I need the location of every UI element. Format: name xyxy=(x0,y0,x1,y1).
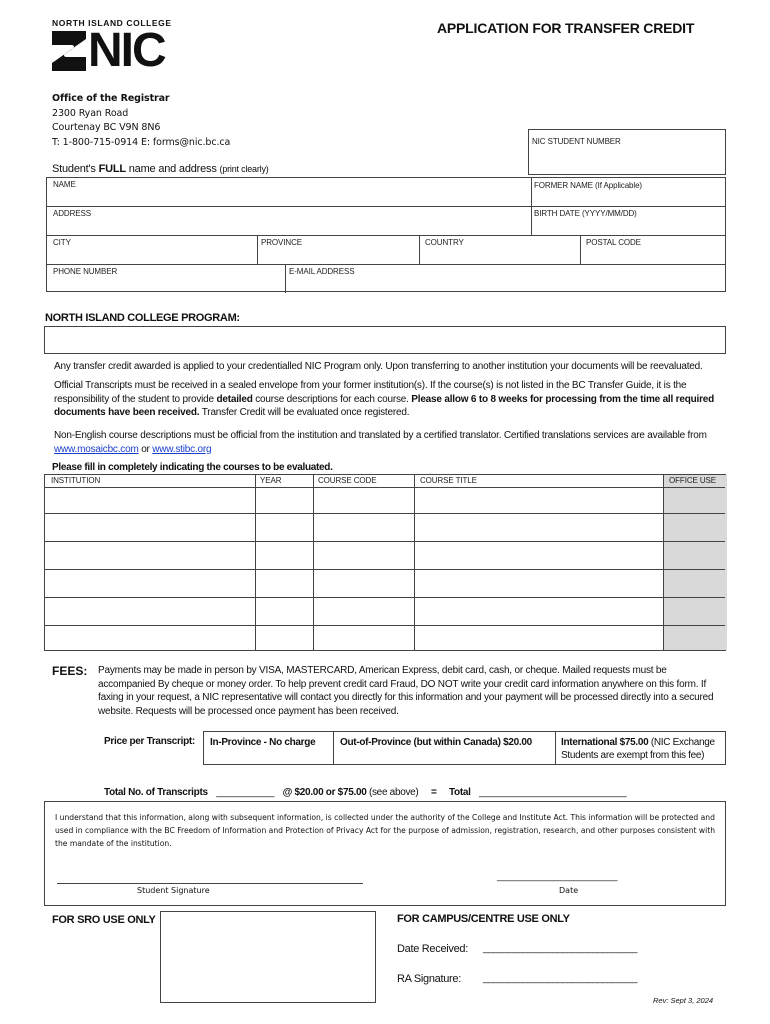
sro-use-label: FOR SRO USE ONLY xyxy=(52,914,156,926)
price-label: Price per Transcript: xyxy=(104,736,195,747)
totals-line: Total No. of Transcripts ___________ @ $20.00 or $75.00 (see above) = Total ____________________________ xyxy=(104,787,627,798)
table-row[interactable] xyxy=(45,513,663,541)
student-signature-label: Student Signature xyxy=(137,886,210,895)
address-field[interactable] xyxy=(47,206,531,235)
name-label: NAME xyxy=(53,180,76,189)
total-amount-field[interactable]: ____________________________ xyxy=(479,787,627,798)
phone-field[interactable] xyxy=(47,264,285,293)
price-in-province: In-Province - No charge xyxy=(210,737,316,748)
former-name-label: FORMER NAME (If Applicable) xyxy=(534,181,642,190)
ra-signature-label: RA Signature: xyxy=(397,973,461,985)
province-field[interactable] xyxy=(257,235,419,264)
former-name-field[interactable] xyxy=(531,178,727,206)
postal-code-label: POSTAL CODE xyxy=(586,238,641,247)
phone-label: PHONE NUMBER xyxy=(53,267,118,276)
col-course-code: COURSE CODE xyxy=(318,476,377,485)
consent-box xyxy=(44,801,726,906)
program-field[interactable] xyxy=(44,326,726,354)
student-number-field[interactable] xyxy=(528,129,726,175)
total-transcripts-field[interactable]: ___________ xyxy=(216,787,275,798)
form-title: APPLICATION FOR TRANSFER CREDIT xyxy=(437,20,695,36)
city-field[interactable] xyxy=(47,235,257,264)
student-number-label: NIC STUDENT NUMBER xyxy=(532,137,621,146)
col-course-title: COURSE TITLE xyxy=(420,476,477,485)
province-label: PROVINCE xyxy=(261,238,302,247)
sro-use-box[interactable] xyxy=(160,911,376,1003)
table-row[interactable] xyxy=(45,541,663,569)
revision-date: Rev: Sept 3, 2024 xyxy=(653,996,714,1005)
email-label: E-MAIL ADDRESS xyxy=(289,267,355,276)
col-year: YEAR xyxy=(260,476,282,485)
birth-date-field[interactable] xyxy=(531,206,727,235)
notice-translation: Non-English course descriptions must be official from the institution and translated by a certified translator. Certified translations services are available from www.mosaicbc.com or www.stibc.org xyxy=(54,430,707,455)
program-heading: NORTH ISLAND COLLEGE PROGRAM: xyxy=(45,312,240,324)
country-label: COUNTRY xyxy=(425,238,464,247)
price-out-province: Out-of-Province (but within Canada) $20.00 xyxy=(340,737,532,748)
registrar-contact: T: 1-800-715-0914 E: forms@nic.bc.ca xyxy=(52,136,231,148)
name-field[interactable] xyxy=(47,178,531,206)
postal-code-field[interactable] xyxy=(580,235,727,264)
registrar-office: Office of the Registrar xyxy=(52,93,170,104)
college-name-small: NORTH ISLAND COLLEGE xyxy=(52,18,172,28)
registrar-address xyxy=(52,92,230,150)
ra-signature-field[interactable]: _______________________________ xyxy=(483,973,637,984)
date-label: Date xyxy=(559,886,579,895)
student-info-grid xyxy=(46,177,726,292)
notice-transfer: Any transfer credit awarded is applied to your credentialled NIC Program only. Upon transferring to another institution your documents will be reevaluated. xyxy=(54,361,703,372)
stibc-link[interactable]: www.stibc.org xyxy=(152,443,212,455)
consent-text: I understand that this information, along with subsequent information, is collected under the authority of the College and Institute Act. This information will be protected and used in compliance with the BC Freedom of Information and Protection of Privacy Act for the purpose of admission, registration, research, and other purposes consistent with the mandate of the institution. xyxy=(55,813,716,849)
address-label: ADDRESS xyxy=(53,209,91,218)
notice-transcripts: Official Transcripts must be received in a sealed envelope from your former institution(s). If the course(s) is not listed in the BC Transfer Guide, it is the responsibility of the student to provide detailed course descriptions for each course. Please allow 6 to 8 weeks for processing from the time all required documents have been received. Transfer Credit will be evaluated once registered. xyxy=(54,380,715,418)
table-row[interactable] xyxy=(45,597,663,625)
date-received-field[interactable]: _______________________________ xyxy=(483,943,637,954)
office-use-column xyxy=(663,475,727,650)
courses-instruction: Please fill in completely indicating the courses to be evaluated. xyxy=(52,462,333,473)
student-signature-field[interactable] xyxy=(57,883,363,884)
logo-text: NIC xyxy=(88,24,165,77)
price-table xyxy=(203,731,726,765)
col-institution: INSTITUTION xyxy=(51,476,101,485)
col-office-use: OFFICE USE xyxy=(669,476,717,485)
date-received-label: Date Received: xyxy=(397,943,469,955)
student-heading: Student's FULL name and address (print clearly) xyxy=(52,163,269,175)
city-label: CITY xyxy=(53,238,71,247)
date-field[interactable]: ______________________________ xyxy=(497,872,617,882)
birth-date-label: BIRTH DATE (YYYY/MM/DD) xyxy=(534,209,637,218)
country-field[interactable] xyxy=(419,235,580,264)
registrar-city: Courtenay BC V9N 8N6 xyxy=(52,122,161,133)
price-international: International $75.00 (NIC Exchange Students are exempt from this fee) xyxy=(561,737,715,761)
total-label: Total xyxy=(448,787,471,798)
table-row[interactable] xyxy=(45,487,663,513)
college-logo xyxy=(52,18,182,77)
nic-wave-logo-icon xyxy=(52,31,88,71)
fees-text: Payments may be made in person by VISA, MASTERCARD, American Express, debit card, cash, or cheque. Mailed requests must be accompanied By cheque or money order. To help prevent credit card Fraud, DO NOT write your credit card information anywhere on this form. If faxing in your request, a NIC representative will contact you directly for this information and your payment will be processed directly into a secured website. Requests will be processed once payment has been received. xyxy=(98,665,714,717)
total-transcripts-label: Total No. of Transcripts xyxy=(104,787,208,798)
mosaic-link[interactable]: www.mosaicbc.com xyxy=(54,443,139,455)
courses-table xyxy=(44,474,726,651)
table-row[interactable] xyxy=(45,625,663,651)
table-row[interactable] xyxy=(45,569,663,597)
fees-label: FEES: xyxy=(52,664,88,678)
campus-use-label: FOR CAMPUS/CENTRE USE ONLY xyxy=(397,913,570,925)
email-field[interactable] xyxy=(285,264,727,293)
registrar-street: 2300 Ryan Road xyxy=(52,107,129,119)
